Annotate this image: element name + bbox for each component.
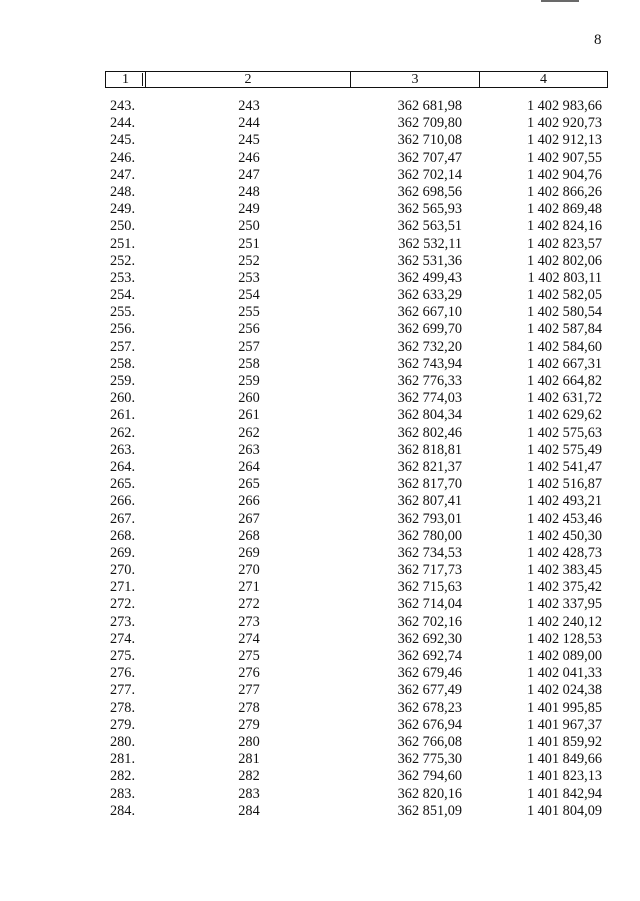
table-cell-col-1: 284. <box>110 802 136 819</box>
table-cell-col-4: 1 401 823,13 <box>526 768 602 785</box>
table-cell-col-1: 261. <box>110 407 136 424</box>
table-body <box>105 98 608 820</box>
table-cell-col-2: 281 <box>238 751 260 768</box>
table-row <box>105 734 608 751</box>
table-cell-col-2: 274 <box>238 630 260 647</box>
table-cell-col-2: 245 <box>238 132 260 149</box>
table-row <box>105 442 608 459</box>
table-cell-col-1: 243. <box>110 98 136 114</box>
table-cell-col-3: 362 633,29 <box>397 287 462 304</box>
table-cell-col-2: 244 <box>238 115 260 132</box>
table-cell-col-2: 249 <box>238 201 260 218</box>
table-cell-col-4: 1 401 995,85 <box>526 699 602 716</box>
table-cell-col-4: 1 402 587,84 <box>526 321 602 338</box>
table-cell-col-4: 1 402 240,12 <box>526 613 602 630</box>
table-row <box>105 373 608 390</box>
table-cell-col-2: 254 <box>238 287 260 304</box>
table-cell-col-2: 271 <box>238 579 260 596</box>
table-cell-col-4: 1 402 375,42 <box>526 579 602 596</box>
table-cell-col-1: 268. <box>110 527 136 544</box>
table-cell-col-4: 1 402 575,63 <box>526 424 602 441</box>
table-row <box>105 407 608 424</box>
table-cell-col-3: 362 734,53 <box>397 544 462 561</box>
table-cell-col-4: 1 402 912,13 <box>526 132 602 149</box>
table-cell-col-4: 1 402 824,16 <box>526 218 602 235</box>
table-cell-col-1: 278. <box>110 699 136 716</box>
table-cell-col-3: 362 776,33 <box>397 373 462 389</box>
table-cell-col-4: 1 402 041,33 <box>526 665 602 682</box>
table-cell-col-1: 265. <box>110 476 136 493</box>
table-cell-col-2: 272 <box>238 596 260 613</box>
table-cell-col-2: 261 <box>238 407 260 424</box>
table-cell-col-1: 252. <box>110 252 136 269</box>
table-cell-col-1: 244. <box>110 115 136 132</box>
table-cell-col-1: 269. <box>110 544 136 561</box>
table-cell-col-4: 1 402 904,76 <box>526 166 602 183</box>
table-cell-col-2: 259 <box>238 373 260 389</box>
table-cell-col-1: 262. <box>110 424 136 441</box>
table-cell-col-4: 1 401 859,92 <box>526 733 602 750</box>
table-cell-col-4: 1 402 631,72 <box>526 390 602 407</box>
table-cell-col-2: 258 <box>238 355 260 372</box>
table-cell-col-3: 362 709,80 <box>397 115 462 132</box>
table-cell-col-1: 272. <box>110 596 136 613</box>
table-cell-col-2: 284 <box>238 802 260 819</box>
table-cell-col-3: 362 563,51 <box>397 218 462 235</box>
table-cell-col-1: 281. <box>110 751 136 768</box>
scan-artifact <box>541 0 579 5</box>
table-cell-col-1: 259. <box>110 373 136 389</box>
table-cell-col-4: 1 402 089,00 <box>526 648 602 664</box>
table-cell-col-2: 277 <box>238 682 260 699</box>
table-cell-col-1: 263. <box>110 441 136 458</box>
table-cell-col-1: 276. <box>110 665 136 682</box>
table-cell-col-1: 253. <box>110 269 136 286</box>
table-cell-col-1: 250. <box>110 218 136 235</box>
table-cell-col-3: 362 774,03 <box>397 390 462 407</box>
table-cell-col-1: 251. <box>110 235 136 252</box>
table-cell-col-2: 255 <box>238 304 260 321</box>
table-cell-col-3: 362 817,70 <box>397 476 462 493</box>
table-cell-col-2: 256 <box>238 321 260 338</box>
table-cell-col-2: 250 <box>238 218 260 235</box>
table-cell-col-3: 362 698,56 <box>397 183 462 200</box>
table-cell-col-2: 267 <box>238 510 260 527</box>
table-cell-col-1: 256. <box>110 321 136 338</box>
table-cell-col-2: 268 <box>238 527 260 544</box>
table-cell-col-4: 1 402 450,30 <box>526 527 602 544</box>
table-cell-col-4: 1 402 983,66 <box>526 98 602 114</box>
table-cell-col-1: 245. <box>110 132 136 149</box>
table-row <box>105 768 608 785</box>
table-cell-col-4: 1 402 869,48 <box>526 201 602 218</box>
table-cell-col-3: 362 794,60 <box>397 768 462 785</box>
table-cell-col-2: 279 <box>238 716 260 733</box>
table-cell-col-2: 278 <box>238 699 260 716</box>
table-cell-col-4: 1 402 920,73 <box>526 115 602 132</box>
table-row <box>105 390 608 407</box>
table-row <box>105 648 608 665</box>
table-header <box>105 71 608 88</box>
table-cell-col-2: 252 <box>238 252 260 269</box>
table-cell-col-3: 362 679,46 <box>397 665 462 682</box>
table-row <box>105 201 608 218</box>
table-cell-col-2: 260 <box>238 390 260 407</box>
table-cell-col-4: 1 401 849,66 <box>526 751 602 768</box>
table-cell-col-2: 280 <box>238 733 260 750</box>
table-cell-col-3: 362 677,49 <box>397 682 462 699</box>
table-cell-col-4: 1 402 582,05 <box>526 287 602 304</box>
table-row <box>105 665 608 682</box>
table-row <box>105 115 608 132</box>
table-cell-col-2: 266 <box>238 493 260 510</box>
column-header-4: 4 <box>540 72 547 87</box>
table-cell-col-4: 1 402 866,26 <box>526 183 602 200</box>
table-cell-col-4: 1 402 383,45 <box>526 562 602 579</box>
table-row <box>105 682 608 699</box>
table-cell-col-2: 251 <box>238 235 260 252</box>
table-cell-col-3: 362 565,93 <box>397 201 462 218</box>
table-cell-col-1: 273. <box>110 613 136 630</box>
table-cell-col-4: 1 402 667,31 <box>526 355 602 372</box>
table-cell-col-3: 362 699,70 <box>397 321 462 338</box>
table-row <box>105 579 608 596</box>
table-row <box>105 631 608 648</box>
table-cell-col-1: 249. <box>110 201 136 218</box>
table-cell-col-3: 362 766,08 <box>397 733 462 750</box>
table-cell-col-4: 1 402 337,95 <box>526 596 602 613</box>
table-cell-col-1: 254. <box>110 287 136 304</box>
table-cell-col-1: 271. <box>110 579 136 596</box>
table-cell-col-2: 283 <box>238 785 260 802</box>
table-cell-col-3: 362 820,16 <box>397 785 462 802</box>
table-cell-col-3: 362 676,94 <box>397 716 462 733</box>
table-cell-col-4: 1 402 541,47 <box>526 458 602 475</box>
table-row <box>105 270 608 287</box>
table-row <box>105 425 608 442</box>
table-cell-col-3: 362 807,41 <box>397 493 462 510</box>
table-row <box>105 700 608 717</box>
table-cell-col-1: 274. <box>110 630 136 647</box>
table-cell-col-3: 362 714,04 <box>397 596 462 613</box>
table-cell-col-3: 362 780,00 <box>397 527 462 544</box>
table-row <box>105 545 608 562</box>
table-cell-col-1: 279. <box>110 716 136 733</box>
table-cell-col-4: 1 402 128,53 <box>526 630 602 647</box>
table-cell-col-3: 362 531,36 <box>397 252 462 269</box>
table-cell-col-3: 362 732,20 <box>397 338 462 355</box>
table-cell-col-2: 257 <box>238 338 260 355</box>
table-row <box>105 132 608 149</box>
table-cell-col-3: 362 692,30 <box>397 630 462 647</box>
table-row <box>105 167 608 184</box>
table-cell-col-4: 1 401 842,94 <box>526 785 602 802</box>
table-row <box>105 339 608 356</box>
table-cell-col-4: 1 401 967,37 <box>526 716 602 733</box>
table-cell-col-3: 362 818,81 <box>397 441 462 458</box>
table-row <box>105 98 608 115</box>
table-cell-col-1: 270. <box>110 562 136 579</box>
table-cell-col-1: 277. <box>110 682 136 699</box>
table-cell-col-3: 362 532,11 <box>398 235 462 252</box>
table-cell-col-3: 362 667,10 <box>397 304 462 321</box>
column-header-1: 1 <box>106 72 146 87</box>
table-cell-col-3: 362 804,34 <box>397 407 462 424</box>
table-row <box>105 476 608 493</box>
table-cell-col-3: 362 707,47 <box>397 149 462 166</box>
table-cell-col-3: 362 715,63 <box>397 579 462 596</box>
table-cell-col-3: 362 821,37 <box>397 458 462 475</box>
table-row <box>105 253 608 270</box>
table-row <box>105 511 608 528</box>
table-cell-col-3: 362 681,98 <box>397 98 462 114</box>
table-cell-col-4: 1 402 493,21 <box>526 493 602 510</box>
table-cell-col-1: 264. <box>110 458 136 475</box>
table-row <box>105 218 608 235</box>
table-row <box>105 184 608 201</box>
table-cell-col-4: 1 402 823,57 <box>526 235 602 252</box>
page-number: 8 <box>594 32 602 48</box>
table-cell-col-4: 1 402 907,55 <box>526 149 602 166</box>
table-cell-col-3: 362 851,09 <box>397 802 462 819</box>
column-header-2: 2 <box>146 72 351 87</box>
table-cell-col-2: 273 <box>238 613 260 630</box>
table-cell-col-1: 267. <box>110 510 136 527</box>
table-cell-col-4: 1 402 453,46 <box>526 510 602 527</box>
table-cell-col-2: 275 <box>238 648 260 664</box>
table-row <box>105 614 608 631</box>
table-cell-col-3: 362 743,94 <box>397 355 462 372</box>
table-cell-col-2: 246 <box>238 149 260 166</box>
table-row <box>105 803 608 820</box>
table-cell-col-4: 1 402 803,11 <box>527 269 602 286</box>
table-cell-col-1: 280. <box>110 733 136 750</box>
table-cell-col-4: 1 402 802,06 <box>526 252 602 269</box>
table-cell-col-1: 248. <box>110 183 136 200</box>
column-header-3: 3 <box>351 72 480 87</box>
table-cell-col-2: 270 <box>238 562 260 579</box>
table-row <box>105 717 608 734</box>
table-row <box>105 786 608 803</box>
table-cell-col-3: 362 692,74 <box>397 648 462 664</box>
table-cell-col-4: 1 402 629,62 <box>526 407 602 424</box>
table-cell-col-3: 362 702,14 <box>397 166 462 183</box>
table-row <box>105 596 608 613</box>
table-cell-col-2: 276 <box>238 665 260 682</box>
table-cell-col-4: 1 402 664,82 <box>526 373 602 389</box>
table-cell-col-1: 266. <box>110 493 136 510</box>
table-row <box>105 150 608 167</box>
table-row <box>105 562 608 579</box>
table-cell-col-2: 262 <box>238 424 260 441</box>
table-cell-col-3: 362 499,43 <box>397 269 462 286</box>
table-row <box>105 321 608 338</box>
table-cell-col-3: 362 678,23 <box>397 699 462 716</box>
table-cell-col-2: 265 <box>238 476 260 493</box>
table-cell-col-1: 257. <box>110 338 136 355</box>
table-cell-col-2: 264 <box>238 458 260 475</box>
table-cell-col-1: 275. <box>110 648 136 664</box>
table-cell-col-1: 282. <box>110 768 136 785</box>
table-cell-col-2: 248 <box>238 183 260 200</box>
table-cell-col-4: 1 402 575,49 <box>526 441 602 458</box>
table-cell-col-1: 258. <box>110 355 136 372</box>
table-cell-col-3: 362 702,16 <box>397 613 462 630</box>
table-cell-col-4: 1 402 516,87 <box>526 476 602 493</box>
table-cell-col-1: 260. <box>110 390 136 407</box>
table-cell-col-4: 1 401 804,09 <box>526 802 602 819</box>
table-row <box>105 287 608 304</box>
table-cell-col-4: 1 402 584,60 <box>526 338 602 355</box>
table-cell-col-4: 1 402 024,38 <box>526 682 602 699</box>
table-row <box>105 459 608 476</box>
table-cell-col-2: 263 <box>238 441 260 458</box>
table-row <box>105 304 608 321</box>
table-cell-col-2: 253 <box>238 269 260 286</box>
table-cell-col-4: 1 402 580,54 <box>526 304 602 321</box>
table-cell-col-2: 243 <box>238 98 260 114</box>
table-row <box>105 751 608 768</box>
table-cell-col-2: 269 <box>238 544 260 561</box>
table-row <box>105 356 608 373</box>
table-cell-col-2: 282 <box>238 768 260 785</box>
table-cell-col-3: 362 717,73 <box>397 562 462 579</box>
table-cell-col-3: 362 775,30 <box>397 751 462 768</box>
table-cell-col-1: 255. <box>110 304 136 321</box>
table-cell-col-3: 362 710,08 <box>397 132 462 149</box>
table-row <box>105 528 608 545</box>
table-cell-col-1: 247. <box>110 166 136 183</box>
table-row <box>105 236 608 253</box>
table-cell-col-2: 247 <box>238 166 260 183</box>
table-row <box>105 493 608 510</box>
table-cell-col-3: 362 793,01 <box>397 510 462 527</box>
table-cell-col-4: 1 402 428,73 <box>526 544 602 561</box>
table-cell-col-1: 246. <box>110 149 136 166</box>
table-cell-col-3: 362 802,46 <box>397 424 462 441</box>
table-cell-col-1: 283. <box>110 785 136 802</box>
